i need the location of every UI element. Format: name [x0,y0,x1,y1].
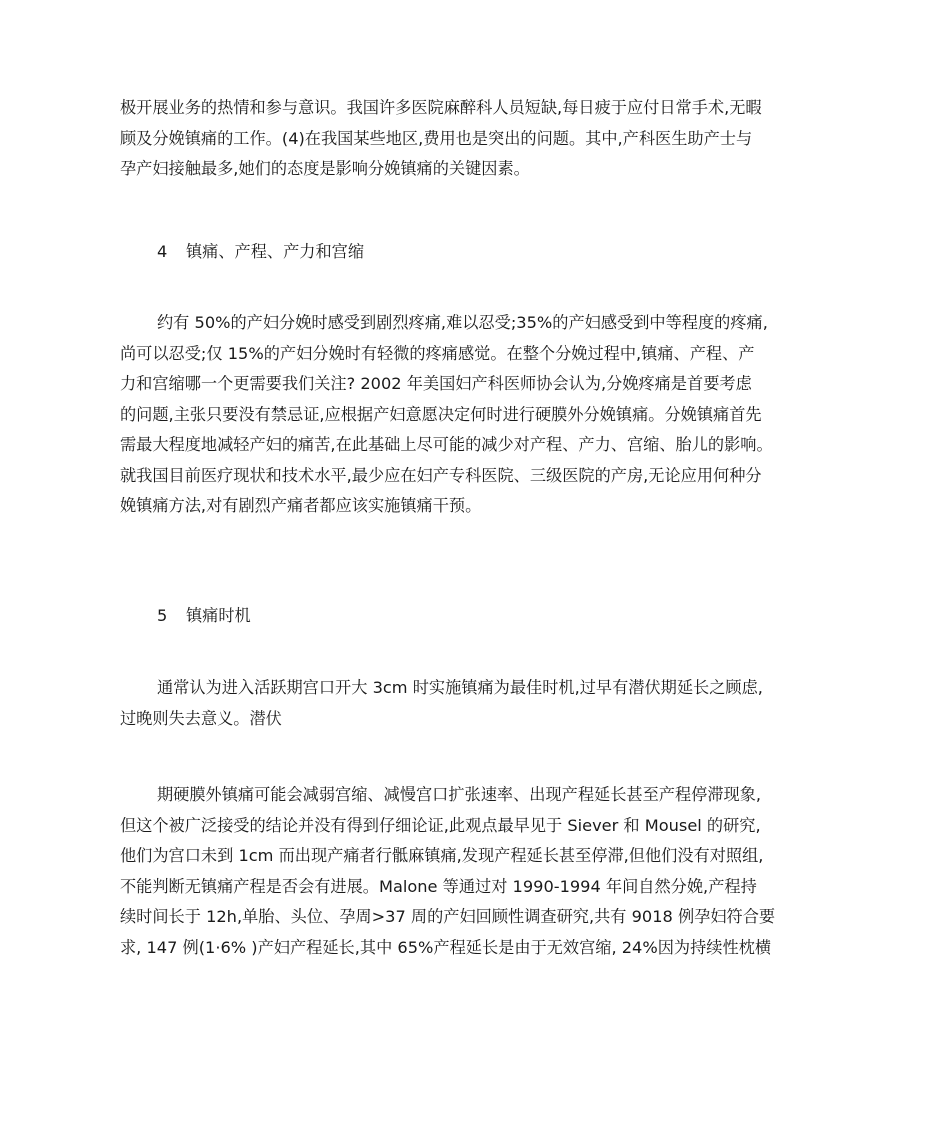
paragraph-line: 孕产妇接触最多,她们的态度是影响分娩镇痛的关键因素。 [120,159,530,178]
paragraph-line: 他们为宫口未到 1cm 而出现产痛者行骶麻镇痛,发现产程延长甚至停滞,但他们没有对照组, [120,846,764,865]
paragraph-line: 顾及分娩镇痛的工作。(4)在我国某些地区,费用也是突出的问题。其中,产科医生助产士与 [120,128,753,148]
paragraph-line: 的问题,主张只要没有禁忌证,应根据产妇意愿决定何时进行硬膜外分娩镇痛。分娩镇痛首先 [120,404,762,424]
paragraph-1 [120,93,832,185]
paragraph-line: 期硬膜外镇痛可能会减弱宫缩、减慢宫口扩张速率、出现产程延长甚至产程停滞现象, [157,785,762,804]
section-number: 4 [157,242,168,261]
section-number: 5 [157,606,168,625]
paragraph-line: 极开展业务的热情和参与意识。我国许多医院麻醉科人员短缺,每日疲于应付日常手术,无暇 [120,98,762,117]
paragraph-line: 续时间长于 12h,单胎、头位、孕周>37 周的产妇回顾性调查研究,共有 9018 例孕妇符合要 [120,907,776,926]
section-title: 镇痛、产程、产力和宫缩 [186,242,365,261]
paragraph-line: 娩镇痛方法,对有剧烈产痛者都应该实施镇痛干预。 [120,496,482,515]
paragraph-line: 但这个被广泛接受的结论并没有得到仔细论证,此观点最早见于 Siever 和 Mousel 的研究, [120,815,761,835]
section-heading-5 [157,601,251,631]
paragraph-line: 力和宫缩哪一个更需要我们关注? 2002 年美国妇产科医师协会认为,分娩疼痛是首要考虑 [120,374,752,393]
paragraph-line: 需最大程度地减轻产妇的痛苦,在此基础上尽可能的减少对产程、产力、宫缩、胎儿的影响。 [120,435,773,454]
section-title: 镇痛时机 [186,606,251,625]
paragraph-line: 过晚则失去意义。潜伏 [120,708,282,728]
paragraph-line: 尚可以忍受;仅 15%的产妇分娩时有轻微的疼痛感觉。在整个分娩过程中,镇痛、产程、产 [120,343,755,363]
paragraph-line: 求, 147 例(1·6% )产妇产程延长,其中 65%产程延长是由于无效宫缩, 24%因为持续性枕横 [120,937,772,957]
section-heading-4 [157,237,364,267]
paragraph-3 [120,673,832,734]
paragraph-4 [120,780,832,963]
paragraph-2 [120,308,832,522]
paragraph-line: 不能判断无镇痛产程是否会有进展。Malone 等通过对 1990-1994 年间自然分娩,产程持 [120,876,757,896]
paragraph-line: 就我国目前医疗现状和技术水平,最少应在妇产专科医院、三级医院的产房,无论应用何种分 [120,465,762,485]
paragraph-line: 约有 50%的产妇分娩时感受到剧烈疼痛,难以忍受;35%的产妇感受到中等程度的疼痛, [157,313,768,332]
paragraph-line: 通常认为进入活跃期宫口开大 3cm 时实施镇痛为最佳时机,过早有潜伏期延长之顾虑, [157,678,763,697]
